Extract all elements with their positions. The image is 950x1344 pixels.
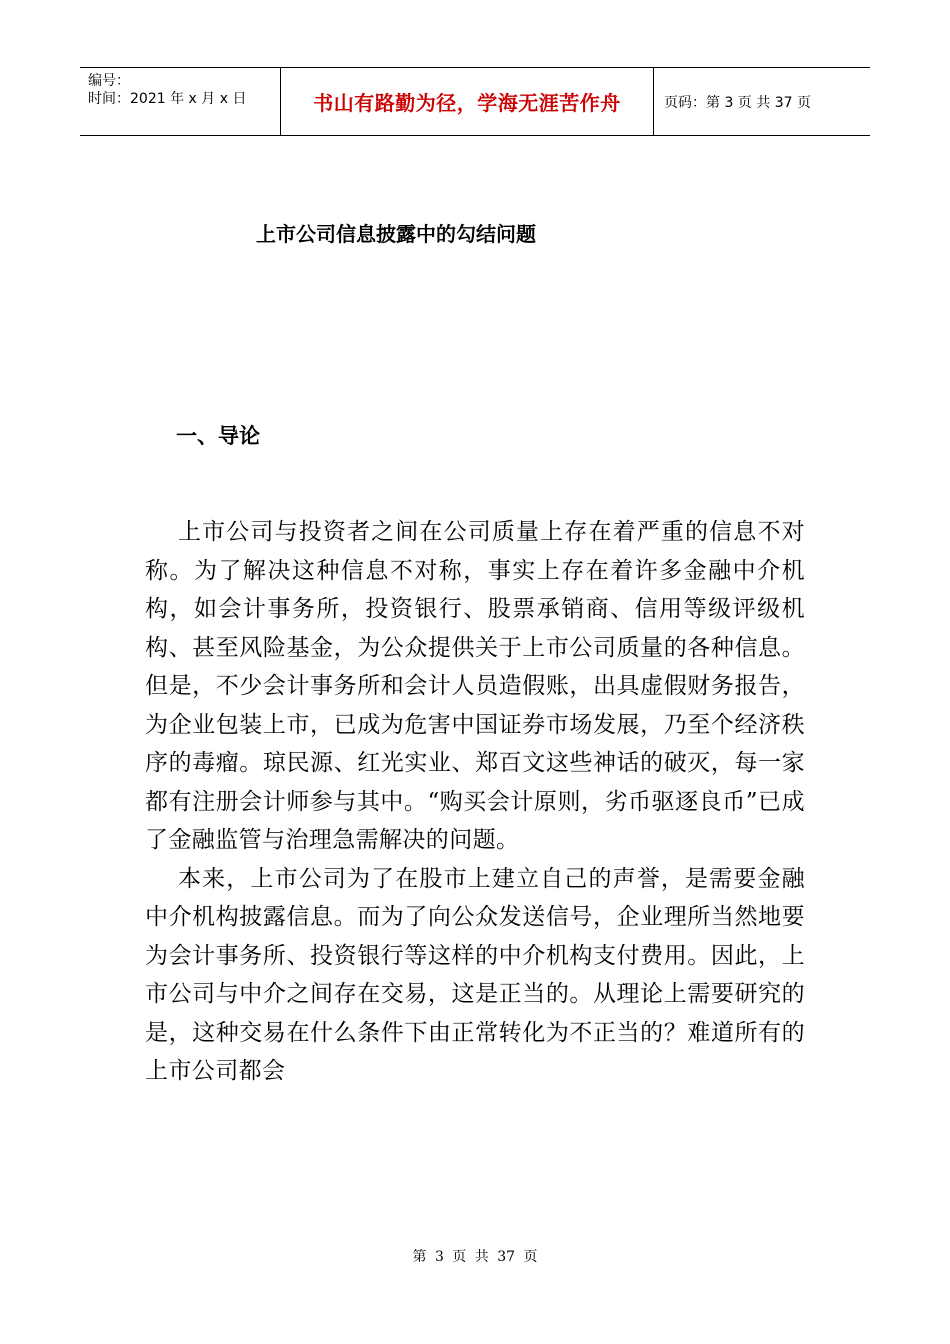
document-header (80, 67, 870, 136)
number-label: 编号： (88, 73, 130, 89)
header-meta-cell (80, 68, 281, 135)
time-label: 时间：2021 年 x 月 x 日 (88, 91, 247, 107)
body-text (145, 513, 805, 1091)
paragraph: 本来，上市公司为了在股市上建立自己的声誉，是需要金融中介机构披露信息。而为了向公众发送信号，企业理所当然地要为会计事务所、投资银行等这样的中介机构支付费用。因此，上市公司与中介之间存在交易，这是正当的。从理论上需要研究的是，这种交易在什么条件下由正常转化为不正当的？难道所有的上市公司都会 (145, 865, 805, 1084)
section-heading: 一、导论 (176, 424, 260, 448)
paragraph: 上市公司与投资者之间在公司质量上存在着严重的信息不对称。为了解决这种信息不对称，事实上存在着许多金融中介机构，如会计事务所，投资银行、股票承销商、信用等级评级机构、甚至风险基金，为公众提供关于上市公司质量的各种信息。但是，不少会计事务所和会计人员造假账，出具虚假财务报告，为企业包装上市，已成为危害中国证券市场发展，乃至个经济秩序的毒瘤。琼民源、红光实业、郑百文这些神话的破灭，每一家都有注册会计师参与其中。“购买会计原则，劣币驱逐良币”已成了金融监管与治理急需解决的问题。 (145, 519, 805, 853)
header-page-info: 页码：第 3 页 共 37 页 (664, 94, 811, 111)
page-footer: 第 3 页 共 37 页 (412, 1249, 538, 1265)
header-motto: 书山有路勤为径，学海无涯苦作舟 (281, 68, 654, 135)
document-title: 上市公司信息披露中的勾结问题 (256, 222, 536, 246)
